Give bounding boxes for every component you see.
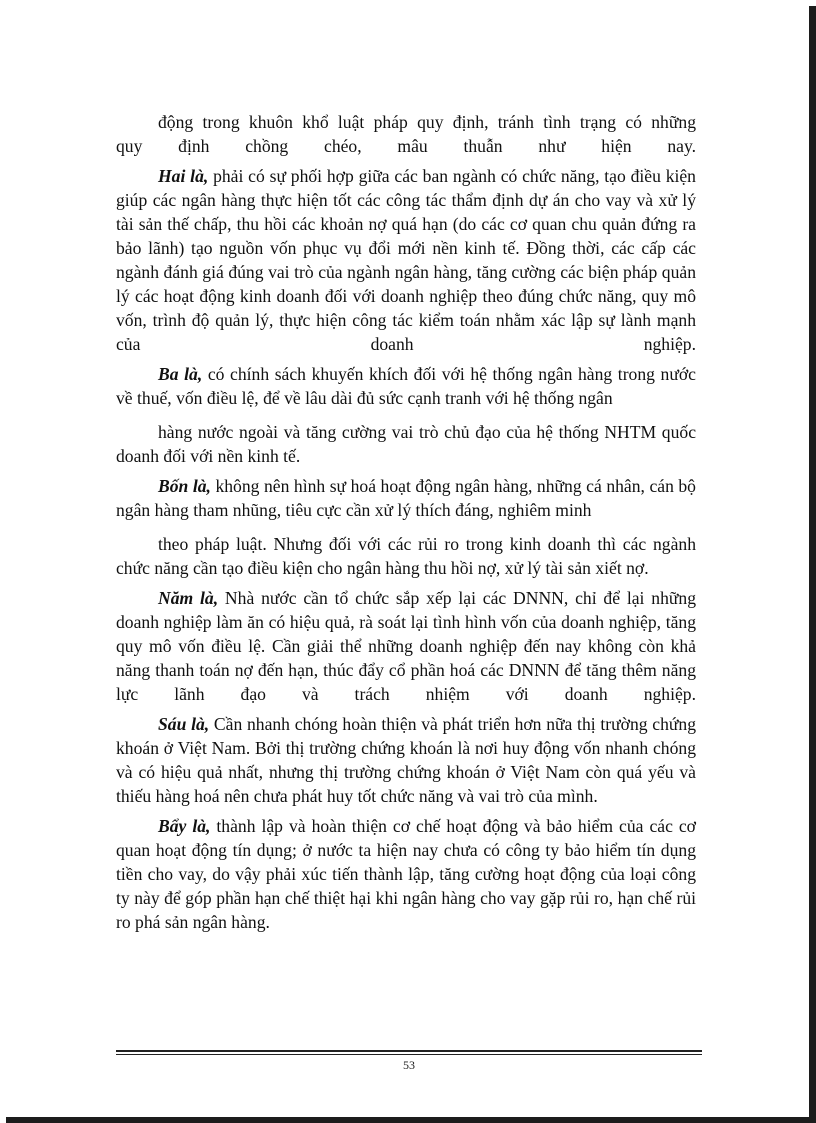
paragraph-text: thành lập và hoàn thiện cơ chế hoạt động và bảo hiểm của các cơ quan hoạt động tín dụng; ở nước ta hiện nay chưa có công ty bảo hiểm tín dụng tiền cho vay, do vậy phải xúc tiến thành lập, tăng cường hoạt động của loại công ty này để góp phần hạn chế thiệt hại khi ngân hàng cho vay gặp rủi ro, hạn chế rủi ro phá sản ngân hàng.: [116, 816, 696, 932]
paragraph-ba-la-continued: hàng nước ngoài và tăng cường vai trò chủ đạo của hệ thống NHTM quốc doanh đối với nền kinh tế.: [116, 422, 696, 466]
paragraph-text: Cần nhanh chóng hoàn thiện và phát triển hơn nữa thị trường chứng khoán ở Việt Nam. Bởi thị trường chứng khoán là nơi huy động vốn nhanh chóng và có hiệu quả nhất, nhưng thị trường chứng khoán ở Việt Nam còn quá yếu và thiếu hàng hoá nên chưa phát huy tốt chức năng và vai trò của mình.: [116, 714, 696, 806]
footer-rule-thin: [116, 1054, 702, 1055]
intro-line-2: quy định chồng chéo, mâu thuẫn như hiện nay.: [116, 136, 696, 156]
paragraph-nam-la: [116, 586, 696, 706]
paragraph-text: phải có sự phối hợp giữa các ban ngành có chức năng, tạo điều kiện giúp các ngân hàng thực hiện tốt các công tác thẩm định dự án cho vay và xử lý tài sản thế chấp, thu hồi các khoản nợ quá hạn (do các cơ quan chu quản đứng ra bảo lãnh) tạo nguồn vốn phục vụ đổi mới nền kinh tế. Đồng thời, các cấp các ngành đánh giá đúng vai trò của ngành ngân hàng, tăng cường các biện pháp quản lý các hoạt động kinh doanh đối với doanh nghiệp theo đúng chức năng, quy mô vốn, trình độ quản lý, thực hiện công tác kiểm toán nhằm xác lập sự lành mạnh của doanh nghiệp.: [116, 166, 696, 354]
paragraph-bon-la: [116, 474, 696, 522]
paragraph-text: không nên hình sự hoá hoạt động ngân hàng, những cá nhân, cán bộ ngân hàng tham nhũng, tiêu cực cần xử lý thích đáng, nghiêm minh: [116, 476, 696, 520]
footer-rule-thick: [116, 1050, 702, 1052]
page-number: 53: [403, 1058, 415, 1072]
document-body: [116, 110, 696, 934]
page-shadow-right: [809, 6, 816, 1123]
paragraph-lead: Ba là,: [158, 364, 203, 384]
paragraph-lead: Sáu là,: [158, 714, 210, 734]
intro-line-1: động trong khuôn khổ luật pháp quy định, tránh tình trạng có những: [158, 112, 696, 132]
paragraph-lead: Hai là,: [158, 166, 209, 186]
paragraph-sau-la: [116, 712, 696, 808]
page-shadow-bottom: [6, 1117, 816, 1123]
paragraph-bay-la: [116, 814, 696, 934]
paragraph-hai-la: [116, 164, 696, 356]
paragraph-text: có chính sách khuyến khích đối với hệ thống ngân hàng trong nước về thuế, vốn điều lệ, để về lâu dài đủ sức cạnh tranh với hệ thống ngân: [116, 364, 696, 408]
paragraph-text: Nhà nước cần tổ chức sắp xếp lại các DNNN, chỉ để lại những doanh nghiệp làm ăn có hiệu quả, rà soát lại tình hình vốn của doanh nghiệp, tăng quy mô vốn điều lệ. Cần giải thể những doanh nghiệp đến nay không còn khả năng thanh toán nợ đến hạn, thúc đẩy cổ phần hoá các DNNN để tăng thêm năng lực lãnh đạo và trách nhiệm với doanh nghiệp.: [116, 588, 696, 704]
paragraph-lead: Năm là,: [158, 588, 219, 608]
paragraph-ba-la: [116, 362, 696, 410]
paragraph-bon-la-continued: theo pháp luật. Nhưng đối với các rủi ro trong kinh doanh thì các ngành chức năng cần tạo điều kiện cho ngân hàng thu hồi nợ, xử lý tài sản xiết nợ.: [116, 534, 696, 578]
paragraph-lead: Bẩy là,: [158, 816, 211, 836]
paragraph-lead: Bốn là,: [158, 476, 211, 496]
